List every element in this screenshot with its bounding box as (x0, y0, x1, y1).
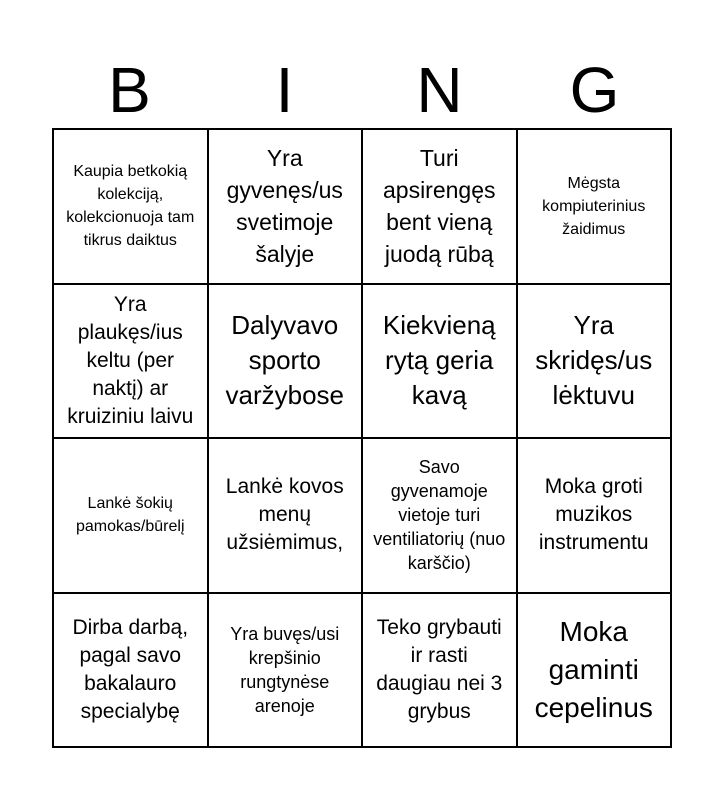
bingo-cell (363, 130, 518, 285)
header-letter-b: B (108, 54, 151, 126)
bingo-cell (209, 439, 364, 594)
header-letter-g: G (569, 54, 620, 126)
cell-text: Kiekvieną rytą geria kavą (382, 310, 496, 411)
header-letter-n: N (416, 54, 463, 126)
bingo-cell (518, 439, 673, 594)
cell-text: Savo gyvenamoje vietoje turi ventiliatorių (nuo karščio) (373, 457, 506, 574)
bingo-cell (209, 130, 364, 285)
cell-text: Lankė šokių pamokas/būrelį (76, 495, 185, 536)
bingo-cell (209, 594, 364, 749)
cell-text: Teko grybauti ir rasti daugiau nei 3 grybus (376, 615, 503, 723)
cell-text: Yra plaukęs/ius keltu (per naktį) ar kruiziniu laivu (67, 292, 194, 428)
bingo-grid (52, 128, 672, 748)
cell-text: Dalyvavo sporto varžybose (225, 310, 344, 411)
cell-text: Moka groti muzikos instrumentu (538, 475, 649, 555)
cell-text: Yra gyvenęs/us svetimoje šalyje (226, 145, 343, 268)
cell-text: Mėgsta kompiuterinius žaidimus (542, 174, 646, 238)
cell-text: Dirba darbą, pagal savo bakalauro specialybę (72, 615, 189, 723)
header-letter-i: I (275, 54, 294, 126)
bingo-cell (54, 594, 209, 749)
bingo-cell (518, 285, 673, 440)
cell-text: Yra buvęs/usi krepšinio rungtynėse arenoje (230, 623, 340, 716)
bingo-cell (54, 285, 209, 440)
bingo-cell (209, 285, 364, 440)
bingo-header (52, 52, 672, 128)
bingo-cell (54, 130, 209, 285)
cell-text: Kaupia betkokią kolekciją, kolekcionuoja tam tikrus daiktus (66, 163, 195, 250)
bingo-cell (363, 439, 518, 594)
bingo-cell (363, 594, 518, 749)
bingo-cell (518, 130, 673, 285)
bingo-cell (518, 594, 673, 749)
bingo-cell (363, 285, 518, 440)
cell-text: Turi apsirengęs bent vieną juodą rūbą (382, 145, 496, 268)
cell-text: Yra skridęs/us lėktuvu (535, 310, 653, 411)
cell-text: Moka gaminti cepelinus (534, 615, 653, 723)
bingo-cell (54, 439, 209, 594)
cell-text: Lankė kovos menų užsiėmimus, (225, 475, 344, 555)
